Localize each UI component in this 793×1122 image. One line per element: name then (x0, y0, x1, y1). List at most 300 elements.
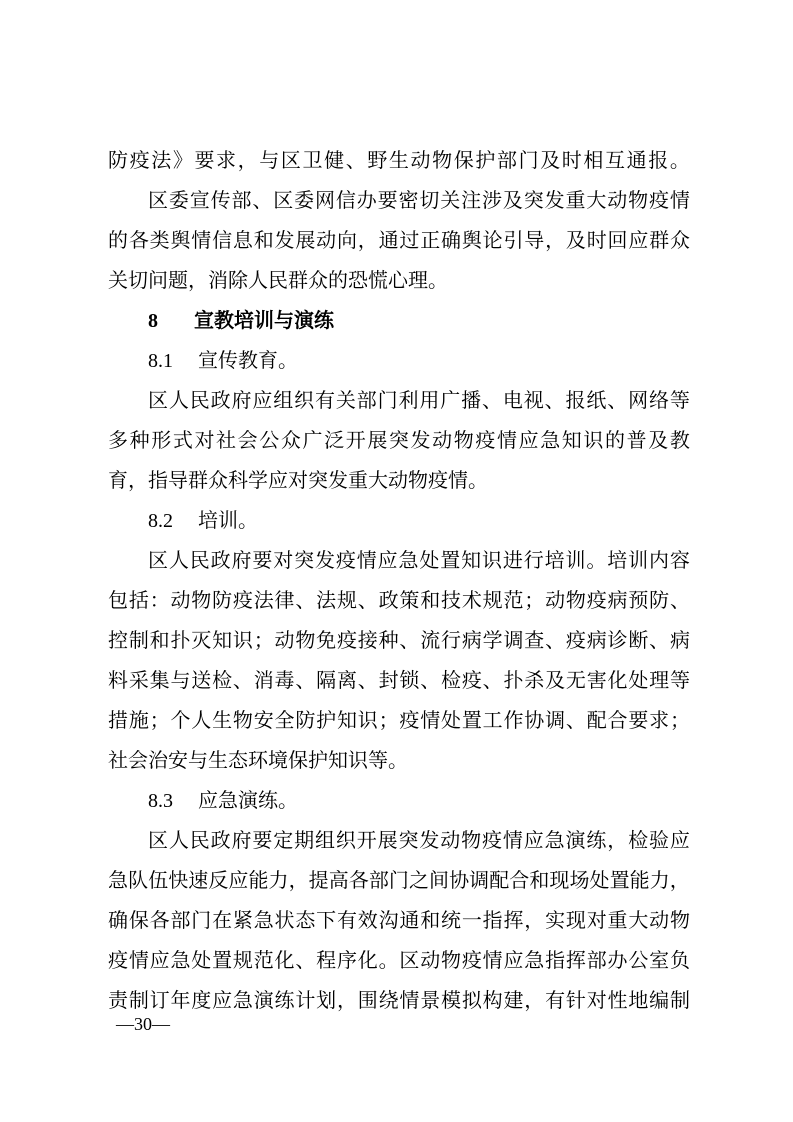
text-char: 疫 (475, 428, 496, 452)
text-char: 疫 (232, 588, 253, 612)
text-char: 息 (232, 228, 253, 252)
text-char: 培 (544, 548, 565, 572)
text-char: 调 (545, 708, 566, 732)
text-char: 病 (669, 628, 690, 652)
text-char: 府 (231, 828, 252, 852)
paragraph-line (108, 940, 690, 980)
text-char: 防 (212, 588, 233, 612)
text-char: 、 (482, 388, 502, 412)
text-char: 及 (648, 428, 669, 452)
text-char: 委 (294, 188, 315, 212)
text-char: ， (545, 228, 566, 252)
text-char: 序 (336, 948, 357, 972)
text-char: 保 (128, 908, 149, 932)
text-char: 划 (316, 988, 337, 1012)
paragraph-line: 社会治安与生态环境保护知识等。 (108, 748, 408, 772)
paragraph-line (108, 820, 690, 860)
text-char: 一 (461, 908, 482, 932)
text-char: 化 (607, 668, 628, 692)
text-char: 情 (128, 948, 149, 972)
text-char: 有 (315, 388, 335, 412)
text-char: 动 (607, 188, 628, 212)
text-char: 互 (605, 148, 626, 172)
text-char: 部 (170, 908, 191, 932)
text-char: 理 (649, 668, 670, 692)
text-char: 施 (128, 708, 149, 732)
text-char: 。 (669, 148, 690, 172)
text-char: 急 (524, 948, 545, 972)
text-char: 及 (565, 228, 586, 252)
text-char: 诊 (607, 628, 628, 652)
text-char: 区 (148, 828, 168, 852)
text-char: 确 (108, 908, 128, 932)
text-char: 部 (356, 388, 377, 412)
text-char: 区 (148, 548, 168, 572)
text-char: 与 (170, 668, 191, 692)
text-char: ， (357, 228, 378, 252)
text-char: ； (253, 628, 274, 652)
section-number: 8.3 (148, 790, 173, 812)
text-char: 要 (628, 708, 649, 732)
text-char: 指 (482, 908, 503, 932)
text-char: 物 (232, 708, 253, 732)
section-heading-8 (108, 300, 690, 340)
text-char: 确 (441, 228, 461, 252)
text-char: 广 (302, 428, 323, 452)
text-char: ， (336, 988, 357, 1012)
text-char: 应 (212, 988, 233, 1012)
text-char: 动 (274, 628, 295, 652)
text-char: 培 (607, 548, 628, 572)
text-char: 识 (482, 548, 502, 572)
text-char: 绕 (378, 988, 399, 1012)
text-char: 、 (420, 668, 441, 692)
text-char: 断 (628, 628, 649, 652)
section-title: 应急演练。 (198, 788, 298, 812)
paragraph-line: 关切问题，消除人民群众的恐慌心理。 (108, 268, 448, 292)
text-char: 物 (565, 588, 586, 612)
text-char: 信 (212, 228, 233, 252)
paragraph-line (108, 380, 690, 420)
text-char: 、 (544, 388, 565, 412)
text-char: 处 (589, 868, 610, 892)
text-char: 与 (259, 148, 280, 172)
text-char: 和 (420, 908, 441, 932)
text-char: 时 (561, 148, 582, 172)
text-char: 情 (669, 188, 690, 212)
text-char: 时 (586, 228, 607, 252)
text-char: 公 (628, 948, 649, 972)
text-char: 程 (316, 948, 337, 972)
text-char: 挥 (565, 948, 586, 972)
page-number: —30— (116, 1014, 170, 1034)
text-char: 急 (232, 988, 253, 1012)
text-char: 景 (420, 988, 441, 1012)
text-char: 护 (475, 148, 496, 172)
text-char: 态 (295, 908, 316, 932)
text-char: 播 (461, 388, 482, 412)
text-char: 发 (419, 828, 440, 852)
text-char: 用 (419, 388, 440, 412)
text-char: 快 (168, 868, 189, 892)
text-char: 论 (482, 228, 503, 252)
text-char: 责 (108, 988, 128, 1012)
text-char: 涉 (482, 188, 502, 212)
text-char: 行 (523, 548, 544, 572)
text-char: 害 (586, 668, 607, 692)
text-char: 、 (345, 148, 366, 172)
text-char: 门 (388, 868, 409, 892)
text-char: 、 (607, 388, 628, 412)
text-char: 类 (149, 228, 170, 252)
text-char: 现 (565, 908, 586, 932)
text-char: 社 (216, 428, 237, 452)
text-char: 知 (212, 628, 233, 652)
text-char: 、 (295, 588, 316, 612)
text-char: 办 (607, 948, 628, 972)
text-char: 开 (356, 828, 377, 852)
paragraph-line (108, 540, 690, 580)
text-char: 练 (274, 988, 295, 1012)
text-char: 围 (357, 988, 378, 1012)
text-char: 及 (502, 188, 523, 212)
text-char: 、 (232, 668, 253, 692)
text-char: 注 (461, 188, 482, 212)
text-char: 物 (453, 428, 474, 452)
text-char: 、 (399, 628, 420, 652)
text-char: 置 (440, 548, 461, 572)
text-char: 、 (545, 628, 566, 652)
text-char: 下 (316, 908, 337, 932)
text-char: 形 (151, 428, 172, 452)
text-char: 组 (315, 828, 335, 852)
text-char: 政 (210, 828, 231, 852)
text-char: 及 (545, 668, 566, 692)
text-char: 处 (441, 708, 461, 732)
text-char: 的 (605, 428, 626, 452)
text-char: 情 (496, 428, 517, 452)
text-char: 合 (509, 868, 530, 892)
text-char: 过 (399, 228, 420, 252)
text-char: 导 (524, 228, 545, 252)
text-char: 有 (545, 988, 566, 1012)
text-char: ， (237, 148, 258, 172)
text-char: 各 (348, 868, 369, 892)
text-char: 流 (420, 628, 441, 652)
paragraph-line (108, 420, 690, 460)
text-char: 防 (649, 588, 670, 612)
text-char: 急 (544, 828, 565, 852)
text-char: 突 (294, 548, 315, 572)
text-char: 泛 (324, 428, 345, 452)
text-char: 力 (268, 868, 289, 892)
text-char: 突 (398, 828, 419, 852)
text-char: 各 (149, 908, 170, 932)
text-char: 封 (378, 668, 399, 692)
text-char: 引 (503, 228, 524, 252)
text-char: 密 (398, 188, 419, 212)
text-char: 情 (399, 988, 420, 1012)
text-char: 要 (252, 828, 273, 852)
paragraph-line (108, 700, 690, 740)
text-char: 配 (489, 868, 510, 892)
text-char: 处 (191, 948, 212, 972)
text-char: 训 (628, 548, 649, 572)
text-char: 制 (669, 988, 690, 1012)
text-char: 锁 (399, 668, 420, 692)
text-char: 工 (482, 708, 503, 732)
text-char: 病 (586, 628, 607, 652)
text-char: 情 (420, 708, 441, 732)
text-char: 检 (212, 668, 233, 692)
text-char: 在 (212, 908, 233, 932)
text-char: 灭 (191, 628, 212, 652)
text-char: 学 (482, 628, 503, 652)
text-char: 情 (191, 228, 212, 252)
text-char: 应 (377, 548, 398, 572)
text-char: 术 (461, 588, 482, 612)
text-char: 、 (357, 668, 378, 692)
text-char: 行 (441, 628, 461, 652)
text-char: 宣 (189, 188, 210, 212)
text-char: 报 (648, 148, 669, 172)
text-char: 训 (565, 548, 586, 572)
text-char: 疫 (461, 668, 482, 692)
text-char: 利 (398, 388, 419, 412)
text-char: ， (524, 988, 545, 1012)
text-char: 现 (549, 868, 570, 892)
text-char: 急 (170, 948, 191, 972)
text-char: 动 (545, 588, 566, 612)
text-char: 应 (518, 428, 539, 452)
text-char: 展 (377, 828, 398, 852)
text-char: 回 (607, 228, 628, 252)
section-title: 宣传教育。 (198, 348, 298, 372)
text-char: 识 (583, 428, 604, 452)
text-char: 应 (228, 868, 249, 892)
text-char: 范 (253, 948, 274, 972)
section-heading-8-3 (108, 780, 690, 820)
text-char: 应 (628, 228, 649, 252)
text-char: 速 (188, 868, 209, 892)
text-char: 政 (378, 588, 399, 612)
text-char: 大 (628, 908, 649, 932)
text-char: 采 (128, 668, 149, 692)
text-char: 制 (128, 628, 149, 652)
text-char: 律 (274, 588, 295, 612)
text-char: 规 (482, 588, 503, 612)
text-char: 急 (398, 548, 419, 572)
text-char: 民 (189, 388, 210, 412)
text-char: 等 (669, 668, 690, 692)
text-char: 应 (252, 388, 273, 412)
text-char: 技 (441, 588, 461, 612)
text-char: 提 (308, 868, 329, 892)
text-char: 疫 (649, 188, 669, 212)
text-char: 编 (649, 988, 670, 1012)
text-char: 疫 (482, 828, 502, 852)
text-char: 会 (237, 428, 258, 452)
text-char: 个 (170, 708, 191, 732)
text-char: ； (149, 708, 170, 732)
text-char: 报 (565, 388, 586, 412)
text-char: 动 (170, 588, 191, 612)
text-char: 突 (523, 188, 544, 212)
text-char: 间 (429, 868, 449, 892)
text-char: 关 (335, 388, 356, 412)
text-char: 实 (545, 908, 566, 932)
text-char: ； (669, 708, 690, 732)
text-char: 毒 (274, 668, 295, 692)
text-char: 反 (208, 868, 229, 892)
text-char: 公 (259, 428, 280, 452)
text-char: ； (378, 708, 399, 732)
text-char: 应 (149, 948, 170, 972)
text-char: 府 (231, 388, 252, 412)
text-char: 卫 (302, 148, 323, 172)
text-char: 验 (649, 828, 669, 852)
text-char: 演 (253, 988, 274, 1012)
text-char: 通 (399, 908, 420, 932)
section-heading-8-1 (108, 340, 690, 380)
text-char: 和 (420, 588, 441, 612)
text-char: 多 (108, 428, 128, 452)
text-char: 络 (649, 388, 669, 412)
text-char: 民 (189, 828, 210, 852)
text-char: 物 (461, 828, 482, 852)
text-char: 传 (210, 188, 231, 212)
text-char: 办 (356, 188, 377, 212)
text-char: 发 (315, 548, 335, 572)
text-char: 力 (649, 868, 670, 892)
text-char: 网 (315, 188, 335, 212)
text-char: 众 (280, 428, 301, 452)
text-char: 和 (253, 228, 274, 252)
text-char: 防 (295, 708, 316, 732)
text-char: 查 (524, 628, 545, 652)
paragraph-line (108, 180, 690, 220)
text-char: 求 (216, 148, 237, 172)
text-char: ； (524, 588, 545, 612)
text-char: 场 (569, 868, 590, 892)
text-char: ， (288, 868, 309, 892)
text-char: 检 (441, 668, 461, 692)
text-char: 疫 (461, 948, 482, 972)
text-char: 种 (378, 628, 399, 652)
text-char: 安 (253, 708, 274, 732)
text-char: 大 (586, 188, 607, 212)
text-char: 动 (432, 428, 453, 452)
text-char: 疫 (108, 948, 128, 972)
text-char: 包 (108, 588, 128, 612)
paragraph-line (108, 860, 690, 900)
text-char: 控 (108, 628, 128, 652)
text-char: 门 (191, 908, 212, 932)
text-char: 舆 (170, 228, 191, 252)
text-char: 处 (419, 548, 440, 572)
text-char: 展 (367, 428, 388, 452)
text-char: 进 (502, 548, 523, 572)
text-char: 情 (482, 948, 503, 972)
text-char: 关 (440, 188, 461, 212)
text-char: 料 (108, 668, 128, 692)
text-char: 政 (210, 388, 231, 412)
text-char: 协 (449, 868, 470, 892)
text-char: 协 (524, 708, 545, 732)
text-char: 模 (441, 988, 461, 1012)
text-char: 护 (316, 708, 337, 732)
text-char: 、 (669, 588, 690, 612)
text-char: 对 (273, 548, 294, 572)
text-char: 、 (565, 708, 586, 732)
text-char: 重 (565, 188, 586, 212)
text-char: 计 (295, 988, 316, 1012)
body-text (108, 140, 690, 1020)
text-char: 括 (128, 588, 149, 612)
text-char: 动 (440, 828, 461, 852)
text-char: 配 (586, 708, 607, 732)
text-char: 法 (253, 588, 274, 612)
text-char: 送 (191, 668, 212, 692)
text-char: 年 (170, 988, 191, 1012)
text-char: 和 (529, 868, 550, 892)
text-char: 群 (649, 228, 670, 252)
paragraph-line (108, 900, 690, 940)
text-char: 区 (148, 388, 168, 412)
text-char: 免 (316, 628, 337, 652)
text-char: 正 (420, 228, 441, 252)
text-char: 队 (128, 868, 149, 892)
text-char: 检 (628, 828, 649, 852)
text-char: 视 (523, 388, 544, 412)
paragraph-line (108, 140, 690, 180)
text-char: ， (524, 908, 545, 932)
text-char: 动 (649, 908, 670, 932)
text-char: 定 (273, 828, 294, 852)
text-char: 区 (273, 188, 294, 212)
text-char: 的 (108, 228, 128, 252)
text-char: 物 (669, 908, 690, 932)
text-char: 民 (189, 548, 210, 572)
text-char: 急 (540, 428, 561, 452)
paragraph-line (108, 580, 690, 620)
section-number: 8 (148, 310, 158, 332)
text-char: 织 (335, 828, 356, 852)
text-char: 紧 (232, 908, 253, 932)
text-char: 练 (586, 828, 607, 852)
text-char: 集 (149, 668, 170, 692)
text-char: 。 (378, 948, 399, 972)
text-char: 识 (357, 708, 378, 732)
text-char: 式 (172, 428, 193, 452)
text-char: 法 (316, 588, 337, 612)
text-char: 委 (168, 188, 189, 212)
text-char: 生 (388, 148, 409, 172)
text-char: 各 (128, 228, 149, 252)
text-char: 急 (108, 868, 128, 892)
text-char: 置 (212, 948, 233, 972)
text-char: ： (149, 588, 170, 612)
text-char: 调 (469, 868, 490, 892)
text-char: 发 (274, 228, 295, 252)
text-char: 知 (336, 708, 357, 732)
paragraph-line (108, 980, 690, 1020)
text-char: 人 (168, 828, 189, 852)
text-char: 置 (609, 868, 630, 892)
text-char: 普 (626, 428, 647, 452)
text-char: 无 (565, 668, 586, 692)
text-char: 对 (194, 428, 215, 452)
